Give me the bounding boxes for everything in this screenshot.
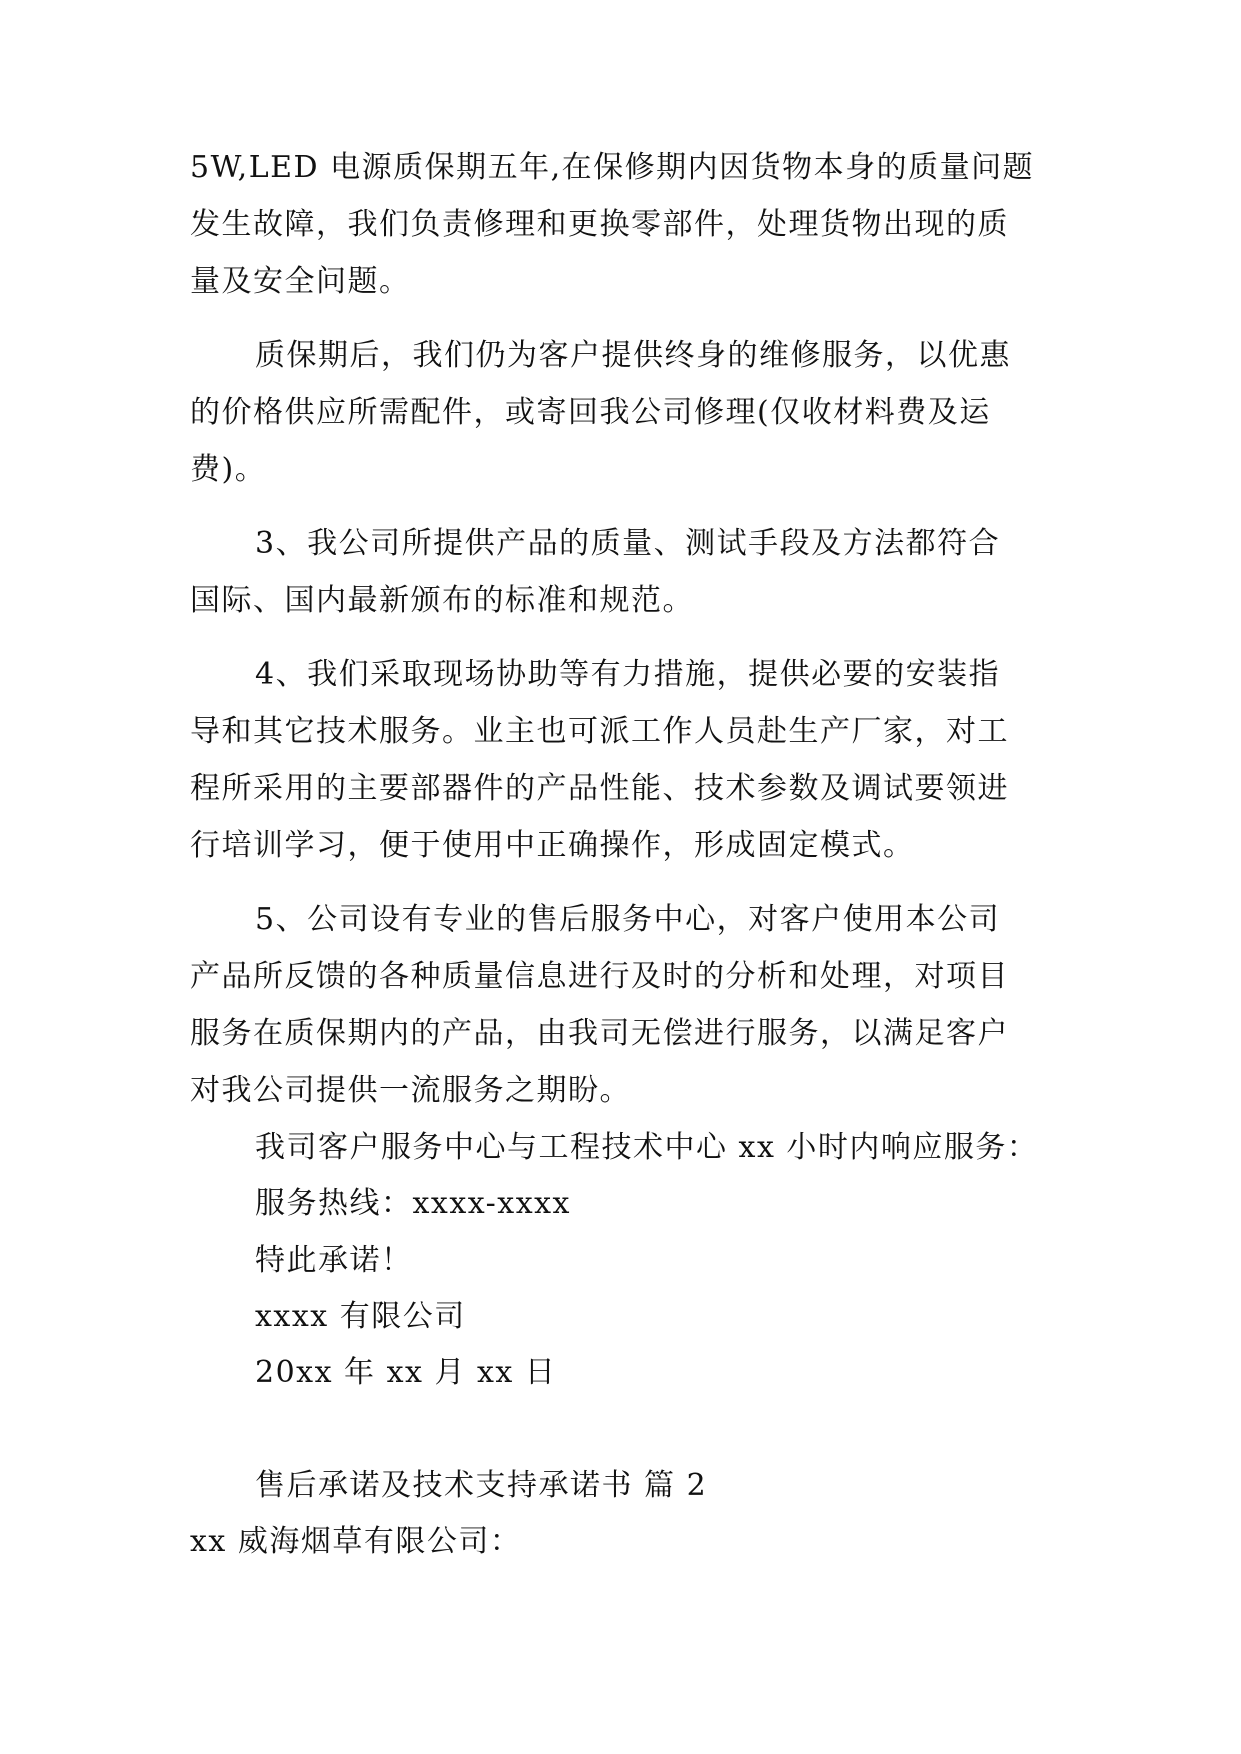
body-line: 4、我们采取现场协助等有力措施，提供必要的安装指: [255, 657, 1001, 692]
closing-line: 特此承诺！: [255, 1243, 413, 1278]
body-line: 国际、国内最新颁布的标准和规范。: [190, 583, 694, 618]
body-line: 程所采用的主要部器件的产品性能、技术参数及调试要领进: [190, 771, 1009, 806]
body-line: 导和其它技术服务。业主也可派工作人员赴生产厂家，对工: [190, 714, 1009, 749]
body-line: 费)。: [190, 452, 267, 487]
addressee-line: xx 威海烟草有限公司：: [190, 1524, 522, 1559]
body-line: 3、我公司所提供产品的质量、测试手段及方法都符合: [255, 526, 1001, 561]
body-line: 5、公司设有专业的售后服务中心，对客户使用本公司: [255, 902, 1001, 937]
hotline-line: 服务热线：xxxx-xxxx: [255, 1186, 571, 1221]
body-line: 的价格供应所需配件，或寄回我公司修理(仅收材料费及运: [190, 395, 991, 430]
body-line: 服务在质保期内的产品，由我司无偿进行服务，以满足客户: [190, 1016, 1009, 1051]
body-line: 行培训学习，便于使用中正确操作，形成固定模式。: [190, 828, 915, 863]
body-line: 对我公司提供一流服务之期盼。: [190, 1073, 631, 1108]
body-line: 质保期后，我们仍为客户提供终身的维修服务，以优惠: [255, 338, 1011, 373]
body-line: 量及安全问题。: [190, 264, 411, 299]
body-line: 5W,LED 电源质保期五年,在保修期内因货物本身的质量问题: [190, 150, 1035, 185]
body-line: 发生故障，我们负责修理和更换零部件，处理货物出现的质: [190, 207, 1009, 242]
service-line: 我司客户服务中心与工程技术中心 xx 小时内响应服务：: [255, 1130, 1039, 1165]
section-title: 售后承诺及技术支持承诺书 篇 2: [255, 1468, 708, 1503]
company-name: xxxx 有限公司: [255, 1299, 466, 1334]
date-line: 20xx 年 xx 月 xx 日: [255, 1355, 557, 1390]
body-line: 产品所反馈的各种质量信息进行及时的分析和处理，对项目: [190, 959, 1009, 994]
